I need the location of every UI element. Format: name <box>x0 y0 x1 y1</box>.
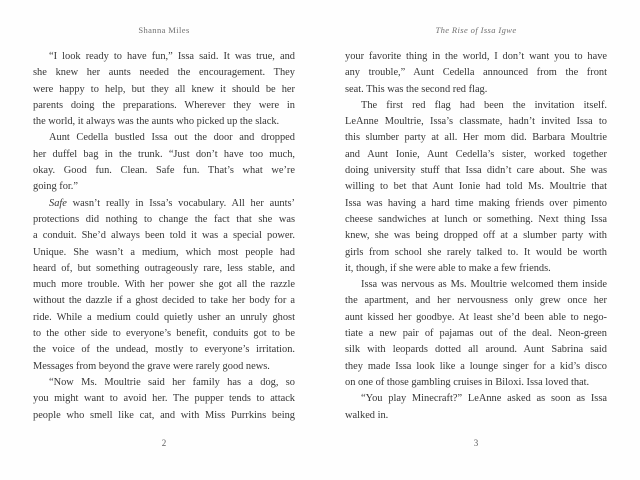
text-line: LeAnne Moultrie, Issa’s classmate, hadn’t invited Issa to <box>345 116 607 128</box>
paragraph <box>345 277 607 391</box>
text-line: cheese sandwiches at lunch or something. Next thing Issa <box>345 213 607 225</box>
emphasized-text: Safe <box>49 197 67 209</box>
text-line: this slumber party at all. Her mom did. Barbara Moultrie <box>345 132 607 144</box>
page-text-left <box>33 49 295 424</box>
text-line: a conduit. She’d always been told it was a special power. <box>33 230 295 242</box>
text-line: and Aunt Ionie, Aunt Cedella’s sister, worked together <box>345 148 607 160</box>
text-line: “I look ready to have fun,” Issa said. It was true, and <box>49 51 295 62</box>
text-line: parents doing the preparations. Wherever they were in <box>33 99 295 111</box>
text-line: your favorite thing in the world, I don’t want you to have <box>345 51 607 62</box>
text-line: walked in. <box>345 409 389 421</box>
right-page <box>345 0 607 480</box>
text-line: you might want to avoid her. The pupper tends to attack <box>33 393 295 405</box>
text-line: The first red flag had been the invitation itself. <box>361 99 607 111</box>
text-line <box>33 196 295 212</box>
paragraph <box>33 375 295 424</box>
text-line: seat. This was the second red flag. <box>345 83 488 95</box>
text-line: the apartment, and her nervousness only grew once her <box>345 295 607 307</box>
paragraph <box>345 98 607 277</box>
text-line: tiate a new pair of pajamas out of the deal. Neon-green <box>345 328 607 340</box>
text-line: any trouble,” Aunt Cedella announced from the front <box>345 67 607 79</box>
text-line: people who smell like cat, and with Miss Purrkins being <box>33 409 295 421</box>
text-line: it, though, if she were able to make a few friends. <box>345 262 551 274</box>
page-text-right <box>345 49 607 424</box>
text-line: “You play Minecraft?” LeAnne asked as soon as Issa <box>361 393 607 405</box>
text-line: aunt kissed her goodbye. At least she’d been able to nego- <box>345 311 607 323</box>
text-line: Issa was nervous as Ms. Moultrie welcomed them inside <box>361 279 607 291</box>
text-line: she knew her aunts needed the encouragement. They <box>33 67 295 79</box>
text-line: going for.” <box>33 181 79 193</box>
text-line: girls from school she rarely talked to. It would be worth <box>345 246 607 258</box>
text-line: ride. While a medium could quietly usher an unruly ghost <box>33 311 295 323</box>
text-line: okay. Good fun. Clean. Safe fun. That’s what we’re <box>33 165 295 177</box>
text-line: willing to bet that Aunt Ionie had told Ms. Moultrie that <box>345 181 607 193</box>
text-line: heard of, but something outrageously rare, less stable, and <box>33 262 295 274</box>
text-line: on one of those gambling cruises in Biloxi. Issa loved that. <box>345 376 590 388</box>
text-line: without the dazzle if a ghost decided to take her body for a <box>33 295 295 307</box>
text-line: Messages from beyond the grave were rarely good news. <box>33 360 270 372</box>
page-number-left: 2 <box>161 438 167 448</box>
paragraph <box>345 49 607 98</box>
left-page <box>33 0 295 480</box>
text-line: they made Issa look like a lounge singer for a kid’s disco <box>345 360 607 372</box>
text-line: knew, she was being dropped off at a slumber party with <box>345 230 607 242</box>
paragraph <box>33 130 295 195</box>
text-line: the world, it always was the aunts who picked up the slack. <box>33 116 280 128</box>
running-header-author: Shanna Miles <box>138 25 190 35</box>
text-line: were happy to help, but they all knew it should be her <box>33 83 295 95</box>
text-segment: wasn’t really in Issa’s vocabulary. All her aunts’ <box>66 197 295 209</box>
text-line: protections did nothing to change the fact that she was <box>33 213 295 225</box>
running-header-book-title: The Rise of Issa Igwe <box>435 25 517 35</box>
paragraph <box>33 196 295 375</box>
text-line: much more trouble. With her power she got all the razzle <box>33 279 295 291</box>
text-line: Unique. She wasn’t a medium, which most people had <box>33 246 295 258</box>
text-line: doing university stuff that Issa didn’t care about. She was <box>345 165 607 177</box>
text-line: her duffel bag in the trunk. “Just don’t have too much, <box>33 148 295 160</box>
text-line: Issa was having a hard time making friends over pimento <box>345 197 607 209</box>
text-line: the voice of the undead, mostly to everyone’s irritation. <box>33 344 295 356</box>
text-line: “Now Ms. Moultrie said her family has a dog, so <box>49 376 295 388</box>
text-line: to the other side to everyone’s benefit, conduits got to be <box>33 328 295 340</box>
page-number-right: 3 <box>473 438 479 448</box>
text-line: silk with leopards dotted all around. Aunt Sabrina said <box>345 344 607 356</box>
paragraph <box>33 49 295 130</box>
text-line: Aunt Cedella bustled Issa out the door and dropped <box>49 132 295 144</box>
paragraph <box>345 391 607 424</box>
